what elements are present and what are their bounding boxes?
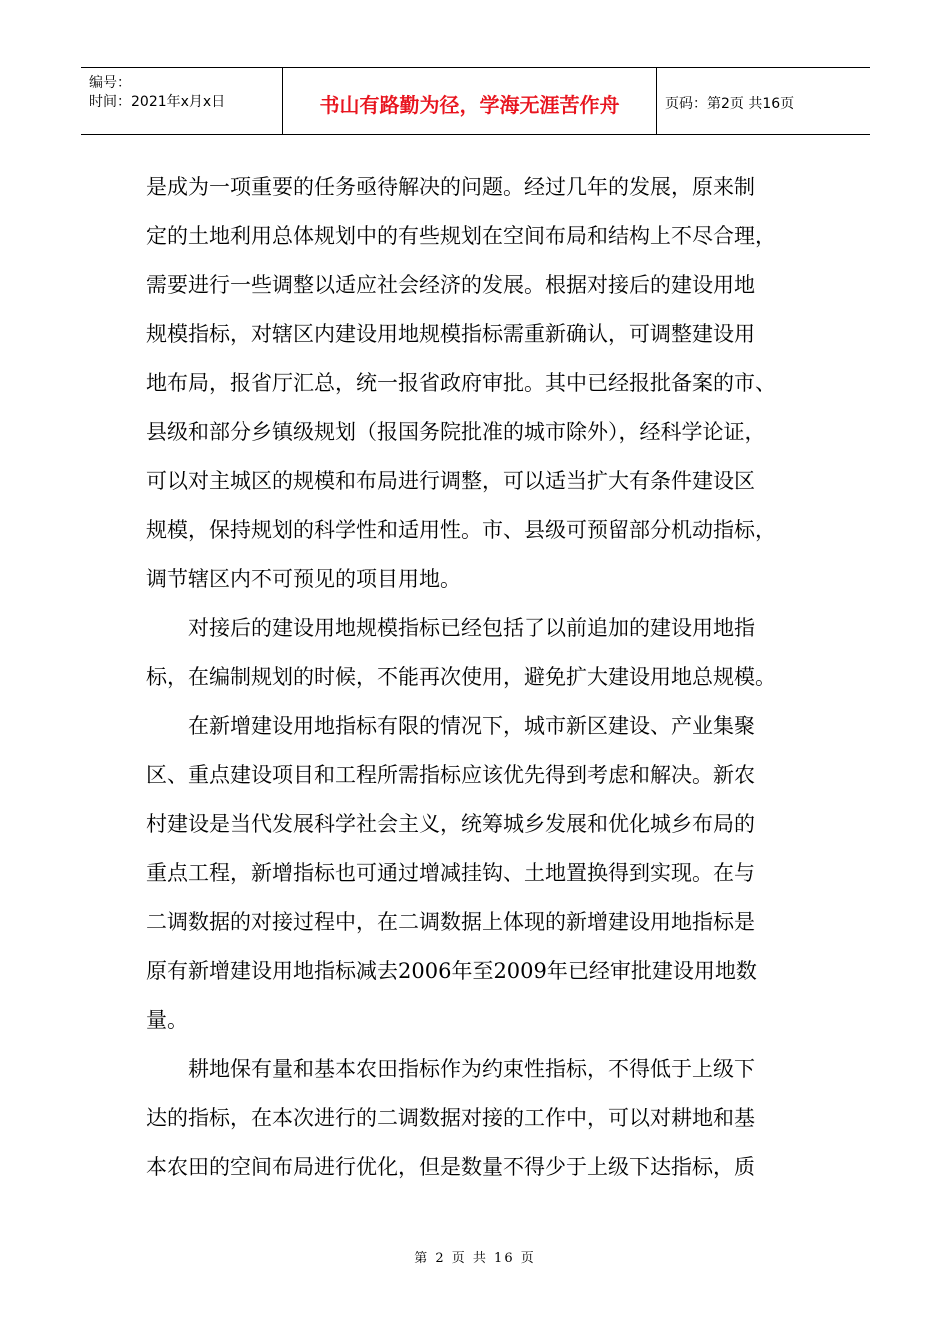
text-line: 原有新增建设用地指标减去2006年至2009年已经审批建设用地数: [146, 959, 757, 983]
text-line: 在新增建设用地指标有限的情况下，城市新区建设、产业集聚: [188, 714, 755, 738]
page-footer: 第 2 页 共 16 页: [414, 1251, 536, 1266]
text-line: 需要进行一些调整以适应社会经济的发展。根据对接后的建设用地: [146, 273, 755, 297]
text-line: 县级和部分乡镇级规划（报国务院批准的城市除外），经科学论证，: [146, 420, 766, 444]
header-motto: 书山有路勤为径，学海无涯苦作舟: [283, 68, 657, 134]
text-line: 标，在编制规划的时候，不能再次使用，避免扩大建设用地总规模。: [146, 665, 776, 689]
document-time: 时间：2021年x月x日: [89, 94, 226, 110]
text-line: 区、重点建设项目和工程所需指标应该优先得到考虑和解决。新农: [146, 763, 755, 787]
text-line: 耕地保有量和基本农田指标作为约束性指标，不得低于上级下: [188, 1057, 755, 1081]
text-line: 是成为一项重要的任务亟待解决的问题。经过几年的发展，原来制: [146, 175, 755, 199]
text-line: 本农田的空间布局进行优化，但是数量不得少于上级下达指标，质: [146, 1155, 755, 1179]
text-line: 规模指标，对辖区内建设用地规模指标需重新确认，可调整建设用: [146, 322, 755, 346]
document-body: [146, 163, 812, 1192]
text-line: 调节辖区内不可预见的项目用地。: [146, 567, 461, 591]
document-number-label: 编号：: [89, 75, 131, 91]
text-line: 定的土地利用总体规划中的有些规划在空间布局和结构上不尽合理，: [146, 224, 776, 248]
text-line: 二调数据的对接过程中，在二调数据上体现的新增建设用地指标是: [146, 910, 755, 934]
text-line: 地布局，报省厅汇总，统一报省政府审批。其中已经报批备案的市、: [146, 371, 776, 395]
header-meta: [81, 68, 283, 134]
text-line: 可以对主城区的规模和布局进行调整，可以适当扩大有条件建设区: [146, 469, 755, 493]
page-header: [81, 67, 870, 135]
text-line: 达的指标，在本次进行的二调数据对接的工作中，可以对耕地和基: [146, 1106, 755, 1130]
text-line: 对接后的建设用地规模指标已经包括了以前追加的建设用地指: [188, 616, 755, 640]
text-line: 量。: [146, 1008, 188, 1032]
text-line: 村建设是当代发展科学社会主义，统筹城乡发展和优化城乡布局的: [146, 812, 755, 836]
header-page-info: 页码：第2页 共16页: [665, 96, 795, 112]
text-line: 重点工程，新增指标也可通过增减挂钩、土地置换得到实现。在与: [146, 861, 755, 885]
text-line: 规模，保持规划的科学性和适用性。市、县级可预留部分机动指标，: [146, 518, 776, 542]
